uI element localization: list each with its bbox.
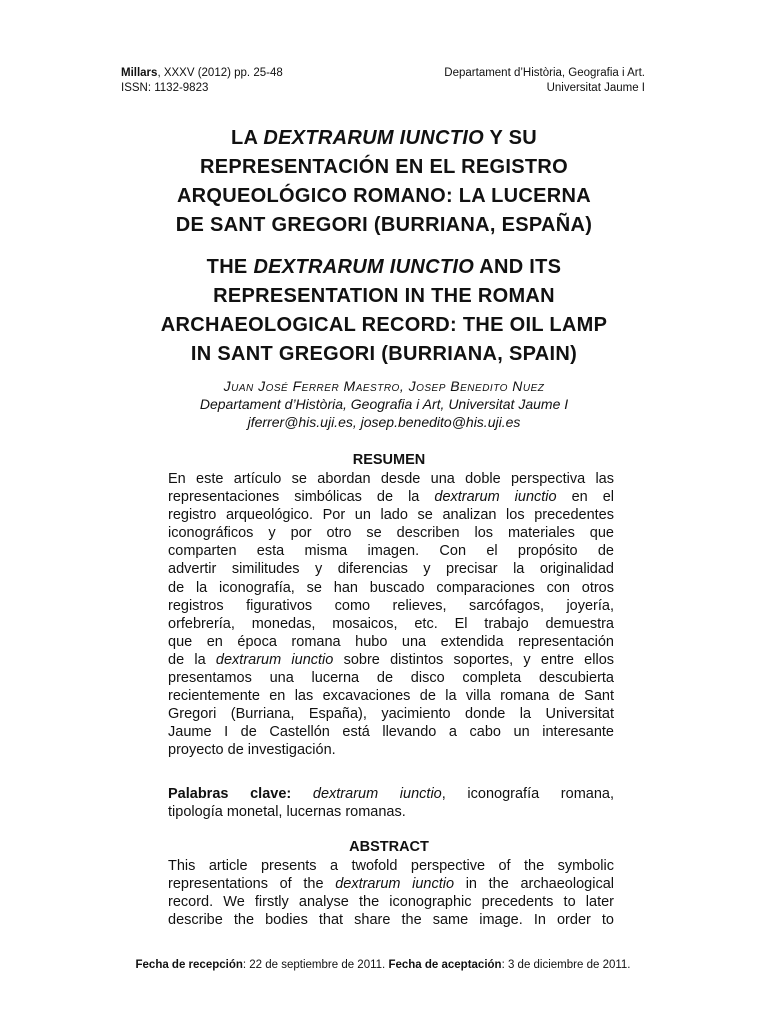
title-line: REPRESENTACIÓN EN EL REGISTRO [199,156,568,178]
abstract-paragraph [168,857,614,929]
title-text: THE [206,256,254,278]
text-line: record. We firstly analyse the iconographic precedents to later [168,894,614,911]
received-label: Fecha de recepción [135,959,243,971]
author-names: Juan José Ferrer Maestro, Josep Benedito Nuez [223,378,545,394]
text-line: recientemente en las excavaciones de la villa romana de Sant [168,688,614,705]
title-line: DE SANT GREGORI (BURRIANA, ESPAÑA) [175,214,593,236]
text-line [168,651,614,669]
title-italic-term: DEXTRARUM IUNCTIO [263,127,484,149]
keywords-paragraph [168,785,614,821]
text-line: iconográficos y por otro se describen los materiales que [168,525,614,542]
resumen-heading: RESUMEN [352,452,426,468]
text-run: , iconografía romana, [441,786,614,802]
header-university: Universitat Jaume I [546,82,645,94]
text-line: describe the bodies that share the same image. In order to [168,912,614,929]
title-text: Y SU [484,127,538,149]
text-line: Jaume I de Castellón está llevando a cabo un interesante [168,724,614,741]
text-line: proyecto de investigación. [168,742,336,759]
text-line: tipología monetal, lucernas romanas. [168,804,406,821]
title-italic-term: DEXTRARUM IUNCTIO [253,256,475,278]
issn: ISSN: 1132-9823 [121,82,209,94]
title-line: ARCHAEOLOGICAL RECORD: THE OIL LAMP [160,314,608,336]
text-line: advertir similitudes y diferencias y precisar la originalidad [168,561,614,578]
text-run: representaciones simbólicas de la [168,489,435,506]
text-line [168,785,614,803]
received-value: : 22 de septiembre de 2011. [242,959,389,971]
resumen-paragraph [168,470,614,760]
journal-info [121,66,283,96]
text-run: de la [168,651,216,668]
title-text: AND ITS [474,256,562,278]
text-line: comparten esta misma imagen. Con el propósito de [168,543,614,560]
text-line [168,488,614,506]
reception-dates-footer [121,959,645,971]
text-line: This article presents a twofold perspective of the symbolic [168,858,614,874]
title-line: REPRESENTATION IN THE ROMAN [213,285,555,307]
abstract-heading: ABSTRACT [349,839,429,855]
italic-term: dextrarum iunctio [312,786,442,802]
text-run: in the archaeological [454,876,614,893]
italic-term: dextrarum iunctio [215,651,334,668]
text-line: En este artículo se abordan desde una doble perspectiva las [168,471,614,487]
journal-name: Millars [121,67,158,79]
text-run: sobre distintos soportes, y entre ellos [333,651,615,668]
text-line: de la iconografía, se han buscado comparaciones con otros [168,579,614,596]
author-block [100,377,668,431]
title-line: ARQUEOLÓGICO ROMANO: LA LUCERNA [176,185,592,207]
text-line: Gregori (Burriana, España), yacimiento donde la Universitat [168,706,614,723]
accepted-label: Fecha de aceptación [388,959,502,971]
keywords-label: Palabras clave: [168,786,292,802]
text-run: en el [556,489,615,506]
affiliation: Departament d’Història, Geografia i Art, Universitat Jaume I [199,396,569,412]
title-english [100,253,668,369]
accepted-value: : 3 de diciembre de 2011. [501,959,631,971]
text-line: registros figurativos como relieves, sarcófagos, joyería, [168,597,614,614]
title-line: IN SANT GREGORI (BURRIANA, SPAIN) [190,343,578,365]
italic-term: dextrarum iunctio [434,489,557,506]
journal-volume: , XXXV (2012) pp. 25-48 [157,67,283,79]
text-line: que en época romana hubo una extendida representación [168,633,614,650]
text-line: orfebrería, monedas, mosaicos, etc. El trabajo demuestra [168,615,614,632]
author-emails[interactable]: jferrer@his.uji.es, josep.benedito@his.uji.es [247,414,521,430]
department-info [444,66,645,96]
text-line: presentamos una lucerna de disco completa descubierta [168,670,614,687]
italic-term: dextrarum iunctio [335,876,455,893]
header-department: Departament d’Història, Geografia i Art. [444,67,645,79]
title-text: LA [230,127,264,149]
title-spanish [100,124,668,240]
text-line [168,875,614,893]
text-run: representations of the [168,876,336,893]
text-line: registro arqueológico. Por un lado se analizan los precedentes [168,507,614,524]
